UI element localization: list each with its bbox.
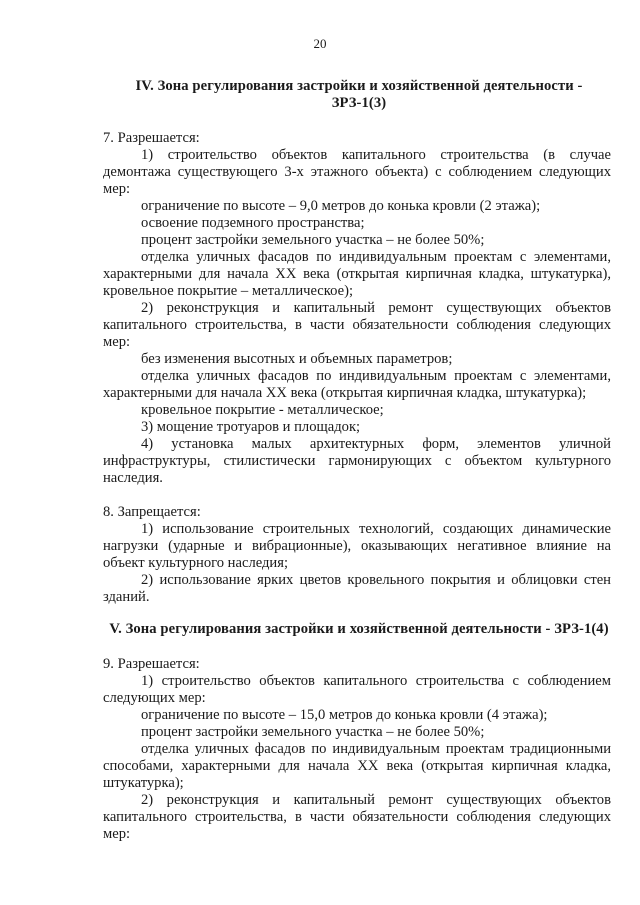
- clause-subitem: освоение подземного пространства;: [141, 215, 365, 231]
- clause-subitem: отделка уличных фасадов по индивидуальным проектам с элементами, характерными для начала XX века (открытая кирпичная кладка, штукатурка);: [103, 368, 611, 401]
- clause-subitem: ограничение по высоте – 15,0 метров до конька кровли (4 этажа);: [141, 707, 548, 723]
- clause-item: 1) использование строительных технологий, создающих динамические нагрузки (ударные и вибрационные), оказывающих негативное влияние на объект культурного наследия;: [103, 521, 611, 571]
- clause-label: 8. Запрещается:: [103, 504, 201, 520]
- clause-subitem: кровельное покрытие - металлическое;: [141, 402, 384, 418]
- clause-item: 2) реконструкция и капитальный ремонт существующих объектов капитального строительства, в части обязательности соблюдения следующих мер:: [103, 792, 611, 842]
- clause-subitem: процент застройки земельного участка – не более 50%;: [141, 232, 485, 248]
- section-heading-v: V. Зона регулирования застройки и хозяйственной деятельности - ЗРЗ-1(4): [109, 621, 609, 637]
- clause-item: 2) использование ярких цветов кровельного покрытия и облицовки стен зданий.: [103, 572, 611, 605]
- clause-item: 4) установка малых архитектурных форм, элементов уличной инфраструктуры, стилистически гармонирующих с объектом культурного наследия.: [103, 436, 611, 486]
- clause-label: 9. Разрешается:: [103, 656, 200, 672]
- clause-8: [103, 504, 611, 606]
- clause-item: 3) мощение тротуаров и площадок;: [141, 419, 361, 435]
- clause-subitem: без изменения высотных и объемных параметров;: [141, 351, 453, 367]
- clause-9: [103, 656, 611, 843]
- clause-subitem: отделка уличных фасадов по индивидуальным проектам с элементами, характерными для начала XX века (открытая кирпичная кладка, штукатурка), кровельное покрытие – металлическое);: [103, 249, 611, 299]
- clause-item: 2) реконструкция и капитальный ремонт существующих объектов капитального строительства, в части обязательности соблюдения следующих мер:: [103, 300, 611, 350]
- page-number: 20: [313, 36, 327, 51]
- section-heading-iv: IV. Зона регулирования застройки и хозяйственной деятельности - ЗРЗ-1(3): [135, 78, 583, 111]
- clause-item: 1) строительство объектов капитального строительства с соблюдением следующих мер:: [103, 673, 611, 706]
- clause-label: 7. Разрешается:: [103, 130, 200, 146]
- document-body: [103, 78, 611, 843]
- clause-subitem: процент застройки земельного участка – не более 50%;: [141, 724, 485, 740]
- clause-subitem: ограничение по высоте – 9,0 метров до конька кровли (2 этажа);: [141, 198, 541, 214]
- clause-subitem: отделка уличных фасадов по индивидуальным проектам традиционными способами, характерными для начала XX века (открытая кирпичная кладка, штукатурка);: [103, 741, 611, 791]
- clause-7: [103, 130, 611, 487]
- clause-item: 1) строительство объектов капитального строительства (в случае демонтажа существующего 3-х этажного объекта) с соблюдением следующих мер:: [103, 147, 611, 197]
